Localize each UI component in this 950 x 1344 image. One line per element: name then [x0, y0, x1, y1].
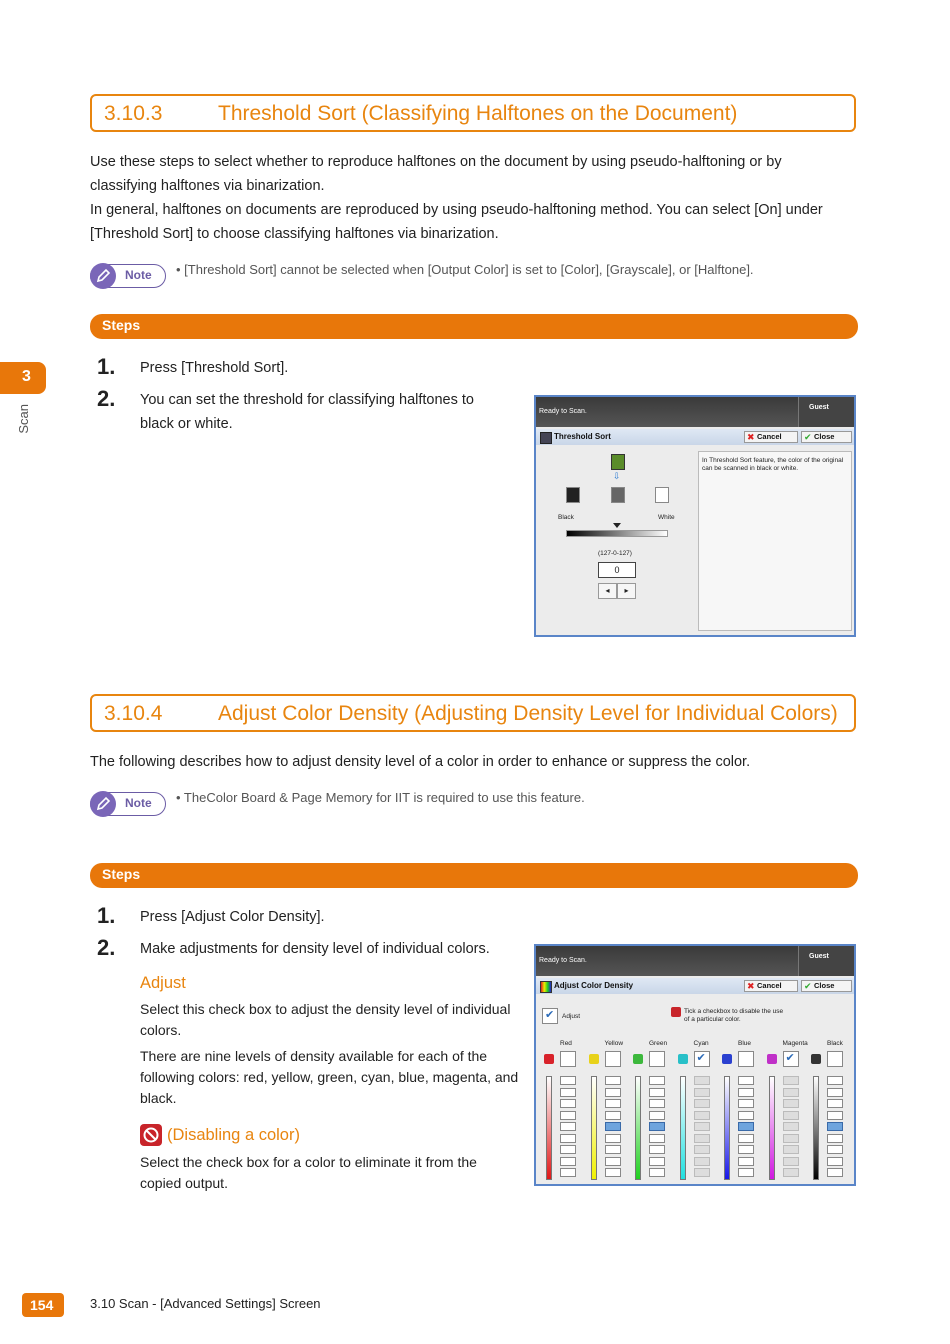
cancel-label: Cancel — [757, 432, 782, 441]
guest-label: Guest — [809, 404, 829, 411]
magenta-density-level[interactable] — [783, 1076, 799, 1085]
disable-yellow-checkbox[interactable] — [605, 1051, 621, 1067]
blue-density-level[interactable] — [738, 1076, 754, 1085]
page-number-badge — [22, 1293, 64, 1317]
magenta-density-level[interactable] — [783, 1157, 799, 1166]
color-label-cyan: Cyan — [693, 1040, 709, 1047]
blue-density-level[interactable] — [738, 1168, 754, 1177]
green-density-level[interactable] — [649, 1122, 665, 1131]
green-density-level[interactable] — [649, 1111, 665, 1120]
yellow-density-level[interactable] — [605, 1168, 621, 1177]
pencil-icon — [90, 791, 116, 817]
guest-button[interactable] — [798, 946, 854, 976]
check-icon: ✔ — [785, 1052, 795, 1064]
step-number: 2. — [97, 935, 116, 960]
section-number: 3.10.3 — [104, 102, 163, 125]
adjust-label: Adjust — [562, 1013, 581, 1020]
tip-text: Tick a checkbox to disable the use of a particular color. — [684, 1008, 784, 1023]
cancel-button[interactable] — [744, 431, 798, 443]
yellow-density-level[interactable] — [605, 1099, 621, 1108]
threshold-value-field[interactable]: 0 — [598, 562, 636, 578]
black-label: Black — [558, 514, 574, 521]
adjust-paragraph: There are nine levels of density available for each of the following colors: red, yellow, green, cyan, blue, magenta, and black. — [140, 1048, 519, 1106]
green-density-level[interactable] — [649, 1134, 665, 1143]
cyan-density-level[interactable] — [694, 1099, 710, 1108]
yellow-density-level[interactable] — [605, 1122, 621, 1131]
note-text: • TheColor Board & Page Memory for IIT is required to use this feature. — [176, 790, 585, 805]
steps-bar — [90, 314, 858, 339]
black-density-level[interactable] — [827, 1076, 843, 1085]
black-gradient-bar — [813, 1076, 819, 1180]
ready-status: Ready to Scan. — [539, 408, 587, 415]
step-number: 1. — [97, 354, 116, 379]
disable-color-icon — [671, 1007, 681, 1017]
color-label-green: Green — [649, 1040, 668, 1047]
cyan-density-level[interactable] — [694, 1111, 710, 1120]
section-title: Adjust Color Density (Adjusting Density Level for Individual Colors) — [218, 702, 838, 725]
disable-green-checkbox[interactable] — [649, 1051, 665, 1067]
chapter-tab — [0, 362, 46, 394]
blue-density-level[interactable] — [738, 1157, 754, 1166]
color-label-red: Red — [560, 1040, 572, 1047]
check-icon: ✔ — [804, 432, 812, 442]
cancel-icon: ✖ — [747, 981, 755, 991]
step-number: 1. — [97, 903, 116, 928]
cancel-icon: ✖ — [747, 432, 755, 442]
black-density-level[interactable] — [827, 1099, 843, 1108]
screen-title: Threshold Sort — [554, 432, 611, 441]
threshold-sort-screen — [534, 395, 856, 637]
disable-heading: (Disabling a color) — [167, 1126, 300, 1144]
color-label-blue: Blue — [738, 1040, 752, 1047]
guest-button[interactable] — [798, 397, 854, 427]
blue-gradient-bar — [724, 1076, 730, 1180]
color-density-icon — [540, 981, 552, 993]
black-density-level[interactable] — [827, 1157, 843, 1166]
note-badge — [90, 264, 166, 288]
guest-label: Guest — [809, 953, 829, 960]
disable-red-icon — [544, 1054, 554, 1064]
cyan-density-level[interactable] — [694, 1122, 710, 1131]
section-intro — [90, 150, 860, 246]
yellow-density-level[interactable] — [605, 1111, 621, 1120]
note-badge — [90, 792, 166, 816]
yellow-gradient-bar — [591, 1076, 597, 1180]
intro-line: [Threshold Sort] to choose classifying halftones via binarization. — [90, 226, 499, 242]
disable-paragraph: Select the check box for a color to eliminate it from the copied output. — [140, 1154, 477, 1191]
red-density-level[interactable] — [560, 1145, 576, 1154]
chapter-number: 3 — [22, 368, 31, 385]
note-text: • [Threshold Sort] cannot be selected when [Output Color] is set to [Color], [Grayscale], or [Halftone]. — [176, 262, 754, 277]
disable-magenta-checkbox[interactable] — [783, 1051, 799, 1067]
blue-density-level[interactable] — [738, 1122, 754, 1131]
section-title: Threshold Sort (Classifying Halftones on the Document) — [218, 102, 738, 125]
red-gradient-bar — [546, 1076, 552, 1180]
threshold-icon — [540, 432, 552, 444]
section-heading-adjust-color-density — [90, 694, 856, 732]
screen-status-bar — [536, 397, 854, 427]
green-density-level[interactable] — [649, 1088, 665, 1097]
step-number: 2. — [97, 386, 116, 411]
disable-green-icon — [633, 1054, 643, 1064]
red-density-level[interactable] — [560, 1168, 576, 1177]
green-density-level[interactable] — [649, 1157, 665, 1166]
close-label: Close — [814, 981, 835, 990]
red-density-level[interactable] — [560, 1099, 576, 1108]
yellow-density-level[interactable] — [605, 1157, 621, 1166]
section-heading-threshold-sort — [90, 94, 856, 132]
disable-color-icon — [140, 1124, 162, 1146]
check-icon: ✔ — [696, 1052, 706, 1064]
steps-label: Steps — [102, 866, 141, 882]
section-number: 3.10.4 — [104, 702, 163, 725]
intro-line: classifying halftones via binarization. — [90, 178, 325, 194]
intro-line: In general, halftones on documents are reproduced by using pseudo-halftoning method. You can select [On] under — [90, 202, 823, 218]
black-sample-icon — [566, 487, 580, 503]
chapter-label: Scan — [16, 404, 31, 434]
section-intro: The following describes how to adjust density level of a color in order to enhance or suppress the color. — [90, 754, 751, 770]
disable-black-icon — [811, 1054, 821, 1064]
disable-blue-checkbox[interactable] — [738, 1051, 754, 1067]
magenta-density-level[interactable] — [783, 1088, 799, 1097]
green-gradient-bar — [635, 1076, 641, 1180]
red-density-level[interactable] — [560, 1157, 576, 1166]
cyan-density-level[interactable] — [694, 1088, 710, 1097]
down-arrow-icon: ⇩ — [613, 471, 621, 481]
blue-density-level[interactable] — [738, 1145, 754, 1154]
pencil-icon — [90, 263, 116, 289]
magenta-gradient-bar — [769, 1076, 775, 1180]
close-button[interactable] — [801, 431, 852, 443]
blue-density-level[interactable] — [738, 1099, 754, 1108]
adjust-checkbox[interactable] — [542, 1008, 558, 1024]
disable-black-checkbox[interactable] — [827, 1051, 843, 1067]
color-label-yellow: Yellow — [604, 1040, 624, 1047]
disable-cyan-icon — [678, 1054, 688, 1064]
cyan-gradient-bar — [680, 1076, 686, 1180]
step-text: You can set the threshold for classifying halftones to black or white. — [140, 392, 474, 432]
disable-cyan-checkbox[interactable] — [694, 1051, 710, 1067]
intro-line: Use these steps to select whether to reproduce halftones on the document by using pseudo-halftoning or by — [90, 154, 782, 170]
help-panel — [698, 451, 852, 631]
range-label: (127-0-127) — [598, 550, 632, 557]
black-density-level[interactable] — [827, 1134, 843, 1143]
step-text: Press [Threshold Sort]. — [140, 360, 289, 376]
increase-button[interactable]: ▸ — [617, 583, 636, 599]
magenta-density-level[interactable] — [783, 1111, 799, 1120]
disable-yellow-icon — [589, 1054, 599, 1064]
magenta-density-level[interactable] — [783, 1122, 799, 1131]
black-density-level[interactable] — [827, 1122, 843, 1131]
disable-blue-icon — [722, 1054, 732, 1064]
white-sample-icon — [655, 487, 669, 503]
green-density-level[interactable] — [649, 1099, 665, 1108]
cyan-density-level[interactable] — [694, 1168, 710, 1177]
red-density-level[interactable] — [560, 1088, 576, 1097]
close-label: Close — [814, 432, 835, 441]
step-text: Press [Adjust Color Density]. — [140, 909, 325, 925]
check-icon: ✔ — [545, 1009, 555, 1021]
original-image-icon — [611, 454, 625, 470]
ready-status: Ready to Scan. — [539, 957, 587, 964]
adjust-color-density-screen — [534, 944, 856, 1186]
steps-bar — [90, 863, 858, 888]
screen-title: Adjust Color Density — [554, 981, 634, 990]
blue-density-level[interactable] — [738, 1111, 754, 1120]
note-label: Note — [125, 796, 152, 810]
step-text: Make adjustments for density level of individual colors. — [140, 941, 490, 957]
yellow-density-level[interactable] — [605, 1088, 621, 1097]
steps-label: Steps — [102, 317, 141, 333]
decrease-button[interactable]: ◂ — [598, 583, 617, 599]
threshold-pointer-icon — [613, 523, 621, 528]
black-density-level[interactable] — [827, 1168, 843, 1177]
magenta-density-level[interactable] — [783, 1099, 799, 1108]
red-density-level[interactable] — [560, 1122, 576, 1131]
magenta-density-level[interactable] — [783, 1145, 799, 1154]
help-text: In Threshold Sort feature, the color of the original can be scanned in black or white. — [702, 457, 844, 472]
screen-status-bar — [536, 946, 854, 976]
cyan-density-level[interactable] — [694, 1134, 710, 1143]
note-label: Note — [125, 268, 152, 282]
disable-magenta-icon — [767, 1054, 777, 1064]
green-density-level[interactable] — [649, 1076, 665, 1085]
footer-text: 3.10 Scan - [Advanced Settings] Screen — [90, 1296, 321, 1311]
adjust-paragraph: Select this check box to adjust the density level of individual colors. — [140, 1001, 511, 1038]
cancel-label: Cancel — [757, 981, 782, 990]
green-density-level[interactable] — [649, 1145, 665, 1154]
black-density-level[interactable] — [827, 1145, 843, 1154]
red-density-level[interactable] — [560, 1076, 576, 1085]
middle-sample-icon — [611, 487, 625, 503]
yellow-density-level[interactable] — [605, 1145, 621, 1154]
yellow-density-level[interactable] — [605, 1134, 621, 1143]
white-label: White — [658, 514, 675, 521]
cancel-button[interactable] — [744, 980, 798, 992]
check-icon: ✔ — [804, 981, 812, 991]
magenta-density-level[interactable] — [783, 1168, 799, 1177]
blue-density-level[interactable] — [738, 1134, 754, 1143]
color-label-black: Black — [827, 1040, 843, 1047]
green-density-level[interactable] — [649, 1168, 665, 1177]
blue-density-level[interactable] — [738, 1088, 754, 1097]
yellow-density-level[interactable] — [605, 1076, 621, 1085]
black-density-level[interactable] — [827, 1088, 843, 1097]
magenta-density-level[interactable] — [783, 1134, 799, 1143]
red-density-level[interactable] — [560, 1134, 576, 1143]
cyan-density-level[interactable] — [694, 1157, 710, 1166]
adjust-heading: Adjust — [140, 974, 186, 992]
page-number: 154 — [30, 1297, 54, 1313]
close-button[interactable] — [801, 980, 852, 992]
cyan-density-level[interactable] — [694, 1145, 710, 1154]
color-label-magenta: Magenta — [782, 1040, 808, 1047]
threshold-gradient — [566, 530, 668, 537]
red-density-level[interactable] — [560, 1111, 576, 1120]
black-density-level[interactable] — [827, 1111, 843, 1120]
cyan-density-level[interactable] — [694, 1076, 710, 1085]
disable-red-checkbox[interactable] — [560, 1051, 576, 1067]
